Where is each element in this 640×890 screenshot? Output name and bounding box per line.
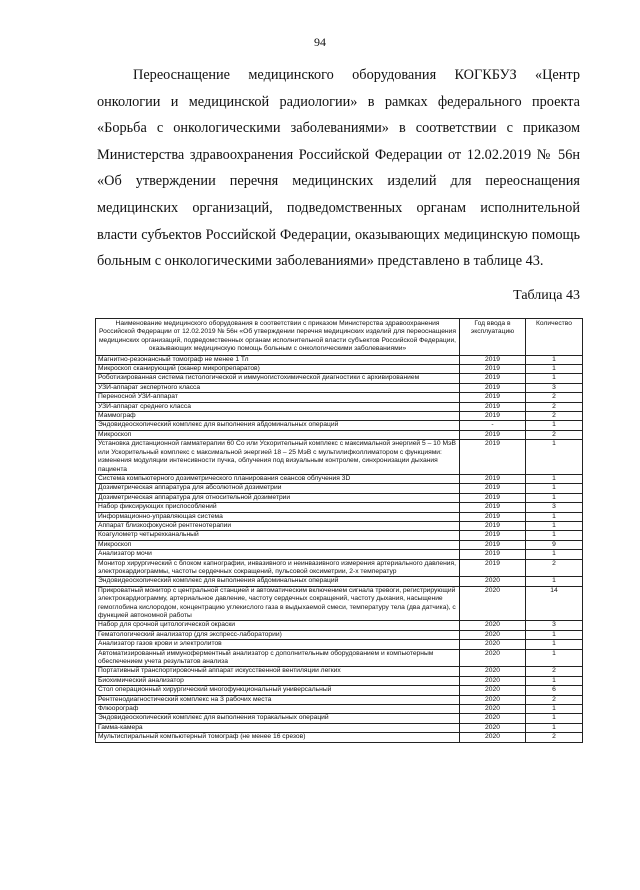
cell-year: 2019 xyxy=(460,512,526,521)
cell-name: Стол операционный хирургический многофункциональный универсальный xyxy=(96,686,460,695)
cell-name: Роботизированная система гистологической и иммуногистохимической диагностики с архивированием xyxy=(96,374,460,383)
table-row xyxy=(96,621,583,630)
table-row xyxy=(96,440,583,475)
table-row xyxy=(96,550,583,559)
cell-name: Анализатор мочи xyxy=(96,550,460,559)
cell-name: Система компьютерного дозиметрического планирования сеансов облучения 3D xyxy=(96,474,460,483)
cell-qty: 2 xyxy=(526,733,583,742)
cell-qty: 2 xyxy=(526,430,583,439)
cell-qty: 1 xyxy=(526,676,583,685)
cell-qty: 1 xyxy=(526,705,583,714)
cell-name: Микроскоп xyxy=(96,540,460,549)
table-row xyxy=(96,503,583,512)
cell-year: 2019 xyxy=(460,540,526,549)
cell-name: Биохимический анализатор xyxy=(96,676,460,685)
cell-year: 2020 xyxy=(460,630,526,639)
cell-year: 2019 xyxy=(460,559,526,577)
table-row xyxy=(96,430,583,439)
cell-qty: 3 xyxy=(526,383,583,392)
table-row xyxy=(96,521,583,530)
cell-name: Монитор хирургический с блоком капнографии, инвазивного и неинвазивного измерения артериального давления, электрокардиограммы, частоты сердечных сокращений, пульсовой оксиметрии, 2-х температур xyxy=(96,559,460,577)
cell-name: Гематологический анализатор (для экспресс-лаборатории) xyxy=(96,630,460,639)
cell-qty: 6 xyxy=(526,686,583,695)
cell-qty: 1 xyxy=(526,714,583,723)
cell-year: 2019 xyxy=(460,484,526,493)
cell-year: 2019 xyxy=(460,521,526,530)
cell-year: 2020 xyxy=(460,723,526,732)
cell-qty: 3 xyxy=(526,503,583,512)
cell-qty: 1 xyxy=(526,723,583,732)
cell-name: Микроскоп сканирующий (сканер микропрепаратов) xyxy=(96,365,460,374)
cell-name: Аппарат близкофокусной рентгенотерапии xyxy=(96,521,460,530)
cell-qty: 1 xyxy=(526,355,583,364)
cell-qty: 14 xyxy=(526,586,583,621)
cell-qty: 1 xyxy=(526,531,583,540)
intro-text: Переоснащение медицинского оборудования КОГКБУЗ «Центр онкологии и медицинской радиологии» в рамках федерального проекта «Борьба с онкологическими заболеваниями» в соответствии с приказом Министерства здравоохранения Российской Федерации от 12.02.2019 № 56н «Об утверждении перечня медицинских изделий для переоснащения медицинских организаций, подведомственных органам исполнительной власти субъектов Российской Федерации, оказывающих медицинскую помощь больным с онкологическими заболеваниями» представлено в таблице 43. xyxy=(97,67,580,270)
cell-year: 2020 xyxy=(460,676,526,685)
cell-name: Флюорограф xyxy=(96,705,460,714)
cell-year: 2019 xyxy=(460,365,526,374)
cell-year: 2019 xyxy=(460,430,526,439)
cell-name: Прикроватный монитор с центральной станцией и автоматическим включением сигнала тревоги, регистрирующий электрокардиограмму, артериальное давление, частоту сердечных сокращений, частоту дыхания, насыщение гемоглобина кислородом, концентрацию углекислого газа в выдыхаемой смеси, температуру тела (два датчика), с функцией автономной работы xyxy=(96,586,460,621)
cell-qty: 1 xyxy=(526,440,583,475)
cell-qty: 1 xyxy=(526,484,583,493)
cell-year: 2019 xyxy=(460,383,526,392)
table-row xyxy=(96,512,583,521)
cell-qty: 1 xyxy=(526,493,583,502)
cell-name: Информационно-управляющая система xyxy=(96,512,460,521)
cell-qty: 1 xyxy=(526,649,583,667)
cell-year: 2019 xyxy=(460,531,526,540)
cell-name: Эндовидеоскопический комплекс для выполнения торакальных операций xyxy=(96,714,460,723)
table-row xyxy=(96,559,583,577)
cell-name: Магнитно-резонансный томограф не менее 1 Тл xyxy=(96,355,460,364)
header-qty: Количество xyxy=(526,319,583,356)
table-row xyxy=(96,723,583,732)
cell-year: 2020 xyxy=(460,667,526,676)
cell-year: 2019 xyxy=(460,474,526,483)
table-row xyxy=(96,421,583,430)
table-row xyxy=(96,540,583,549)
table-row xyxy=(96,393,583,402)
cell-name: Дозиметрическая аппаратура для относительной дозиметрии xyxy=(96,493,460,502)
equipment-table xyxy=(95,318,583,743)
cell-qty: 1 xyxy=(526,421,583,430)
table-caption: Таблица 43 xyxy=(513,288,580,303)
table-row xyxy=(96,705,583,714)
page-number: 94 xyxy=(314,35,326,49)
table-row xyxy=(96,667,583,676)
cell-qty: 1 xyxy=(526,374,583,383)
cell-qty: 2 xyxy=(526,412,583,421)
cell-name: УЗИ-аппарат экспертного класса xyxy=(96,383,460,392)
cell-qty: 1 xyxy=(526,640,583,649)
intro-paragraph xyxy=(97,62,580,275)
cell-year: 2019 xyxy=(460,493,526,502)
cell-year: 2020 xyxy=(460,649,526,667)
cell-year: 2020 xyxy=(460,577,526,586)
table-row xyxy=(96,649,583,667)
cell-year: 2020 xyxy=(460,705,526,714)
cell-year: 2019 xyxy=(460,550,526,559)
cell-year: 2019 xyxy=(460,412,526,421)
cell-qty: 2 xyxy=(526,667,583,676)
cell-year: 2020 xyxy=(460,695,526,704)
cell-name: Коагулометр четырехканальный xyxy=(96,531,460,540)
table-row xyxy=(96,355,583,364)
table-header-row xyxy=(96,319,583,356)
cell-year: 2020 xyxy=(460,640,526,649)
header-name: Наименование медицинского оборудования в соответствии с приказом Министерства здравоохранения Российской Федерации от 12.02.2019 № 56н «Об утверждении перечня медицинских изделий для переоснащения медицинских организаций, подведомственных органам исполнительной власти субъектов Российской Федерации, оказывающих медицинскую помощь больным с онкологическими заболеваниями» xyxy=(96,319,460,356)
cell-qty: 9 xyxy=(526,540,583,549)
cell-name: Гамма-камера xyxy=(96,723,460,732)
cell-name: Эндовидеоскопический комплекс для выполнения абдоминальных операций xyxy=(96,577,460,586)
cell-year: 2020 xyxy=(460,686,526,695)
table-row xyxy=(96,474,583,483)
table-row xyxy=(96,686,583,695)
cell-name: Переносной УЗИ-аппарат xyxy=(96,393,460,402)
cell-qty: 2 xyxy=(526,695,583,704)
cell-name: Маммограф xyxy=(96,412,460,421)
cell-name: Анализатор газов крови и электролитов xyxy=(96,640,460,649)
cell-year: 2020 xyxy=(460,621,526,630)
cell-qty: 1 xyxy=(526,577,583,586)
table-row xyxy=(96,733,583,742)
cell-name: Дозиметрическая аппаратура для абсолютной дозиметрии xyxy=(96,484,460,493)
table-row xyxy=(96,493,583,502)
cell-qty: 2 xyxy=(526,393,583,402)
table-row xyxy=(96,374,583,383)
cell-year: 2019 xyxy=(460,402,526,411)
cell-qty: 1 xyxy=(526,474,583,483)
table-row xyxy=(96,412,583,421)
cell-year: 2019 xyxy=(460,374,526,383)
cell-year: 2020 xyxy=(460,733,526,742)
cell-qty: 1 xyxy=(526,512,583,521)
cell-name: Установка дистанционной гамматерапии 60 Co или Ускорительный комплекс с максимальной энергией 5 – 10 МэВ или Ускорительный комплекс с максимальной энергией 18 – 25 МэВ с мультилифколлиматором с функциями: изменения модуляции интенсивности пучка, облучения под визуальным контролем, синхронизации дыхания пациента xyxy=(96,440,460,475)
table-row xyxy=(96,630,583,639)
table-row xyxy=(96,714,583,723)
cell-name: Мультиспиральный компьютерный томограф (не менее 16 срезов) xyxy=(96,733,460,742)
cell-name: Эндовидеоскопический комплекс для выполнения абдоминальных операций xyxy=(96,421,460,430)
table-row xyxy=(96,676,583,685)
table-row xyxy=(96,531,583,540)
table-body xyxy=(96,355,583,742)
cell-year: 2020 xyxy=(460,586,526,621)
table-row xyxy=(96,695,583,704)
table-row xyxy=(96,383,583,392)
cell-name: Автоматизированный иммуноферментный анализатор с дополнительным оборудованием и компьютерным обеспечением учета результатов анализа xyxy=(96,649,460,667)
cell-qty: 1 xyxy=(526,521,583,530)
cell-year: 2019 xyxy=(460,440,526,475)
cell-name: Микроскоп xyxy=(96,430,460,439)
cell-name: Набор для срочной цитологической окраски xyxy=(96,621,460,630)
cell-name: Портативный транспортировочный аппарат искусственной вентиляции легких xyxy=(96,667,460,676)
table-row xyxy=(96,577,583,586)
table-row xyxy=(96,586,583,621)
cell-qty: 2 xyxy=(526,402,583,411)
cell-name: Набор фиксирующих приспособлений xyxy=(96,503,460,512)
cell-year: 2019 xyxy=(460,503,526,512)
header-year: Год ввода в эксплуатацию xyxy=(460,319,526,356)
table-row xyxy=(96,640,583,649)
cell-qty: 2 xyxy=(526,559,583,577)
cell-name: Рентгенодиагностический комплекс на 3 рабочих места xyxy=(96,695,460,704)
cell-name: УЗИ-аппарат среднего класса xyxy=(96,402,460,411)
table-row xyxy=(96,484,583,493)
table-row xyxy=(96,365,583,374)
cell-year: - xyxy=(460,421,526,430)
cell-qty: 1 xyxy=(526,550,583,559)
cell-qty: 1 xyxy=(526,365,583,374)
cell-year: 2019 xyxy=(460,355,526,364)
cell-qty: 3 xyxy=(526,621,583,630)
cell-year: 2019 xyxy=(460,393,526,402)
table-row xyxy=(96,402,583,411)
cell-year: 2020 xyxy=(460,714,526,723)
cell-qty: 1 xyxy=(526,630,583,639)
